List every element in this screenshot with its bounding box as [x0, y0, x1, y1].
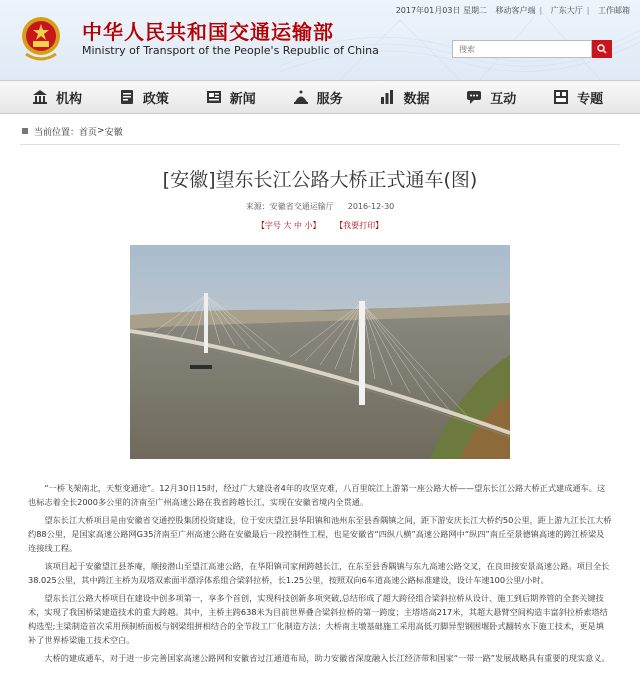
top-links-bar: 2017年01月03日 星期二 移动客户端 | 广东大厅 | 工作邮箱 — [395, 6, 630, 15]
service-icon — [293, 89, 309, 105]
nav-label: 机构 — [56, 91, 83, 107]
search-input[interactable] — [452, 40, 592, 58]
font-size-toggle[interactable]: 【字号 大 中 小】 — [256, 221, 321, 230]
article-title: [安徽]望东长江公路大桥正式通车(图) — [162, 169, 478, 191]
current-date: 2017年01月03日 星期二 — [395, 6, 487, 15]
article-paragraph: 大桥的建成通车，对于进一步完善国家高速公路网和安徽省过江通道布局，助力安徽省深度融入长江经济带和国家“一带一路”发展战略具有重要的现实意义。 — [44, 653, 610, 663]
document-icon — [119, 89, 135, 105]
print-button[interactable]: 【我要打印】 — [335, 221, 384, 230]
chart-icon — [379, 89, 395, 105]
nav-item-interaction[interactable] — [466, 88, 553, 107]
article-paragraph: 望东长江公路大桥项目在建设中创多项第一，享多个首创，实现科技创新多项突破,总结形成了超大跨径组合梁斜拉桥从设计、施工到后期养管的全套关键技术，实现了我国桥梁建造技术的重大跨越。其中，主桥主跨638米为目前世界叠合梁斜拉桥的第一跨度；主塔塔高217米，其超大悬臂空间构造丰富斜拉桥索塔结构选型;主梁制造首次采用预制桥面板与钢梁组拼相结合的全节段工厂化制造方法；大桥南主墩基础施工采用高低刃脚异型钢围堰卧式翻转水下施工技术，更是填补了世界桥梁施工技术空白。 — [28, 593, 608, 645]
bridge-image — [130, 245, 510, 459]
breadcrumb-prefix: 当前位置： — [34, 127, 80, 138]
link-mobile-client[interactable]: 移动客户端 — [495, 6, 536, 15]
nav-label: 数据 — [403, 91, 430, 107]
nav-item-news[interactable] — [206, 88, 293, 107]
news-icon — [206, 89, 222, 105]
breadcrumb-separator: > — [97, 126, 105, 136]
article-tools — [0, 220, 640, 231]
article-meta — [0, 201, 640, 212]
nav-label: 政策 — [142, 91, 169, 107]
bridge-photo — [130, 245, 510, 459]
nav-label: 专题 — [577, 91, 604, 107]
chat-icon — [466, 89, 482, 105]
site-header — [0, 0, 640, 80]
nav-item-topics[interactable] — [553, 88, 640, 107]
main-nav — [0, 80, 640, 114]
search-icon — [597, 44, 607, 54]
article-paragraph: 该项目起于安徽望江县茶庵，顺接潜山至望江高速公路，在华阳镇司家闸跨越长江，在东至县香隅镇与东九高速公路交叉，在良田接安景高速公路。项目全长38.025公里，其中跨江主桥为双塔双索面半漂浮体系组合梁斜拉桥，长1.25公里，按照双向6车道高速公路标准建设，设计车速100公里/小时。 — [28, 561, 610, 585]
nav-label: 服务 — [316, 91, 343, 107]
national-emblem-icon — [20, 14, 62, 64]
breadcrumb-home-link[interactable]: 首页 — [79, 127, 98, 138]
link-work-email[interactable]: 工作邮箱 — [598, 6, 630, 15]
breadcrumb-current[interactable]: 安徽 — [104, 127, 123, 138]
nav-item-data[interactable] — [379, 88, 466, 107]
nav-label: 互动 — [490, 91, 517, 107]
site-title[interactable]: 中华人民共和国交通运输部 — [82, 20, 334, 44]
nav-item-policy[interactable] — [119, 88, 206, 107]
link-guangdong-hall[interactable]: 广东大厅 — [550, 6, 583, 15]
breadcrumb-marker-icon — [22, 128, 28, 134]
nav-label: 新闻 — [229, 91, 256, 107]
article-body — [0, 481, 640, 665]
divider — [20, 144, 620, 145]
article-date: 2016-12-30 — [347, 202, 395, 211]
building-icon — [32, 89, 48, 105]
article-source: 来源：安徽省交通运输厅 — [245, 202, 334, 211]
article-paragraph: “一桥飞架南北，天堑变通途”。12月30日15时，经过广大建设者4年的攻坚克难，八百里皖江上游第一座公路大桥——望东长江公路大桥正式建成通车。这也标志着全长2000多公里的济南至广州高速公路在我省跨越长江，实现在安徽省境内全贯通。 — [28, 483, 606, 507]
nav-item-services[interactable] — [293, 88, 380, 107]
search-button[interactable] — [592, 40, 612, 58]
article-paragraph: 望东长江大桥项目是由安徽省交通控股集团投资建设，位于安庆望江县华阳镇和池州东至县香隅镇之间，距下游安庆长江大桥约50公里，距上游九江长江大桥约88公里，是国家高速公路网G35济南至广州高速公路在安徽最后一段控制性工程，也是安徽省“四纵八横”高速公路网中“纵四”南丘至景德镇高速的跨江桥梁及连接线工程。 — [28, 515, 612, 553]
site-subtitle: Ministry of Transport of the People's Republic of China — [82, 44, 379, 57]
nav-item-institutions[interactable] — [32, 88, 119, 107]
breadcrumb — [0, 120, 640, 142]
topic-icon — [553, 89, 569, 105]
